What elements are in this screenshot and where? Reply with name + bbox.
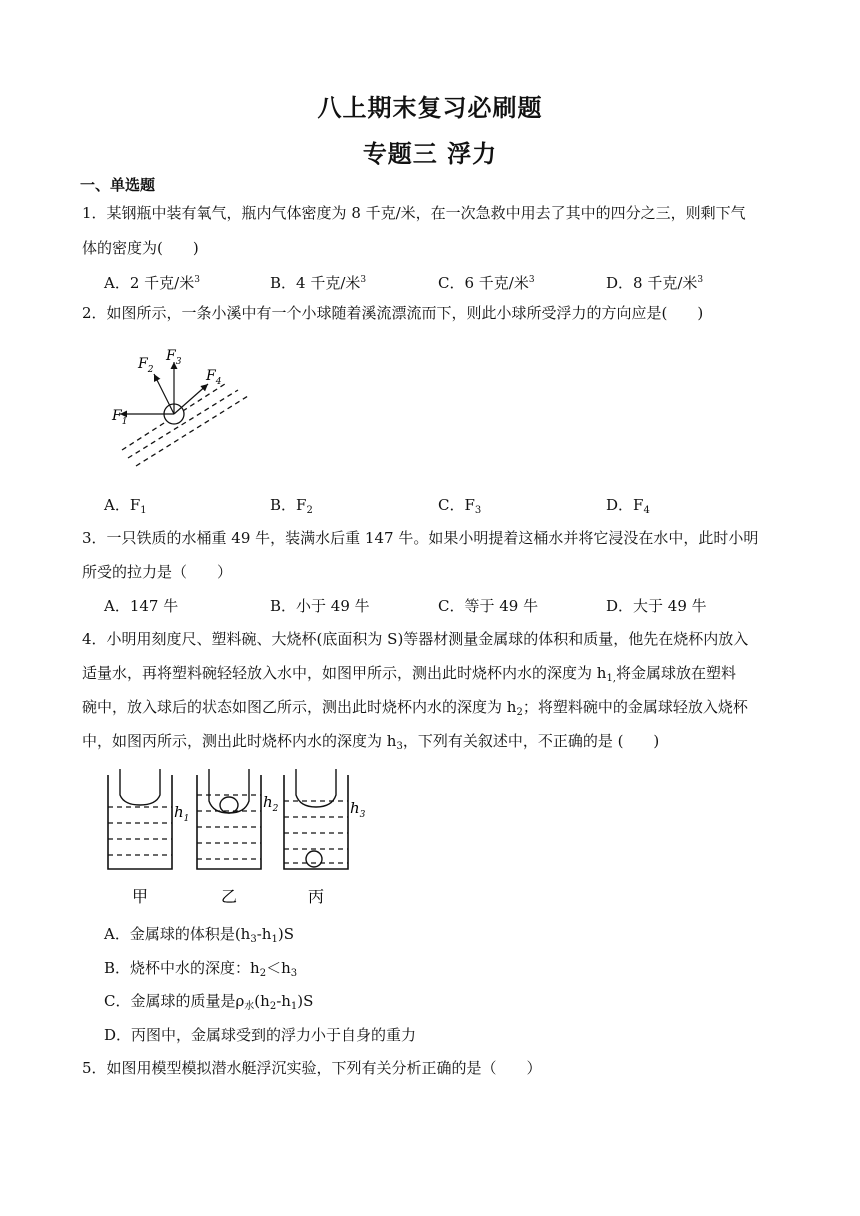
q3-option-a: A．147 牛 (104, 597, 179, 615)
q2-option-b: B．$F_2$ (270, 496, 313, 516)
q2-option-a: A．$F_1$ (104, 496, 147, 516)
label-jia: 甲 (132, 887, 149, 906)
q2-option-d: D．$F_4$ (606, 496, 650, 516)
page-subtitle: 专题三 浮力 (362, 140, 498, 168)
beaker-jia (108, 769, 172, 869)
label-f2: $F_2$ (138, 356, 154, 375)
q1-line-1: 1．某钢瓶中装有氧气，瓶内气体密度为 8 千克/米，在一次急救中用去了其中的四分之三，则剩下气 (82, 204, 746, 222)
q4-option-a: A．金属球的体积是$(h_3-h_1)S$ (104, 925, 294, 945)
q2-option-c: C．$F_3$ (438, 496, 482, 516)
force-arrow-f4 (174, 384, 208, 414)
q4-line-1: 4．小明用刻度尺、塑料碗、大烧杯(底面积为 S)等器材测量金属球的体积和质量，他先在烧杯内放入 (82, 630, 749, 648)
q4-option-c: C．金属球的质量是$\rho_水(h_2-h_1)S$ (104, 992, 314, 1012)
page-title: 八上期末复习必刷题 (317, 94, 543, 122)
q1-option-a: A．2 千克/米$^3$ (104, 274, 200, 292)
q2-line-1: 2．如图所示，一条小溪中有一个小球随着溪流漂流而下，则此小球所受浮力的方向应是( ) (82, 304, 704, 322)
label-h3: $h_3$ (350, 799, 366, 820)
q3-option-c: C．等于 49 牛 (438, 597, 539, 615)
q1-option-d: D．8 千克/米$^3$ (606, 274, 704, 292)
q4-beaker-diagram (100, 765, 380, 910)
stream-dashed-lines (122, 382, 248, 466)
label-h2: $h_2$ (263, 793, 279, 814)
label-bing: 丙 (308, 887, 325, 906)
q3-line-1: 3．一只铁质的水桶重 49 牛，装满水后重 147 牛。如果小明提着这桶水并将它浸没在水中，此时小明 (82, 529, 759, 547)
q1-line-2: 体的密度为( ) (82, 239, 199, 257)
q2-force-diagram (100, 340, 260, 475)
q3-line-2: 所受的拉力是（ ） (82, 563, 233, 581)
q4-option-b: B．烧杯中水的深度：$h_2<h_3$ (104, 959, 298, 979)
q4-option-d: D．丙图中，金属球受到的浮力小于自身的重力 (104, 1026, 417, 1044)
label-f4: $F_4$ (206, 368, 222, 387)
q1-option-b: B．4 千克/米$^3$ (270, 274, 367, 292)
label-h1: $h_1$ (174, 803, 190, 824)
label-f3: $F_3$ (166, 348, 182, 367)
section-heading: 一、单选题 (80, 176, 156, 194)
beaker-yi (197, 769, 261, 869)
q4-line-3: 碗中，放入球后的状态如图乙所示，测出此时烧杯内水的深度为 $h_2$；将塑料碗中的金属球轻放入烧杯 (82, 698, 748, 718)
label-f1: $F_1$ (112, 408, 128, 427)
q1-option-c: C．6 千克/米$^3$ (438, 274, 535, 292)
label-yi: 乙 (221, 887, 238, 906)
q3-option-d: D．大于 49 牛 (606, 597, 707, 615)
q4-line-4: 中，如图丙所示，测出此时烧杯内水的深度为 $h_3$，下列有关叙述中，不正确的是 ( ) (82, 732, 660, 752)
q3-option-b: B．小于 49 牛 (270, 597, 370, 615)
beaker-bing (284, 769, 348, 869)
q4-line-2: 适量水，再将塑料碗轻轻放入水中，如图甲所示，测出此时烧杯内水的深度为 $h_{1,}$将金属球放在塑料 (82, 664, 736, 684)
force-arrow-f2 (154, 374, 174, 414)
q5-line-1: 5．如图用模型模拟潜水艇浮沉实验，下列有关分析正确的是（ ） (82, 1059, 542, 1077)
